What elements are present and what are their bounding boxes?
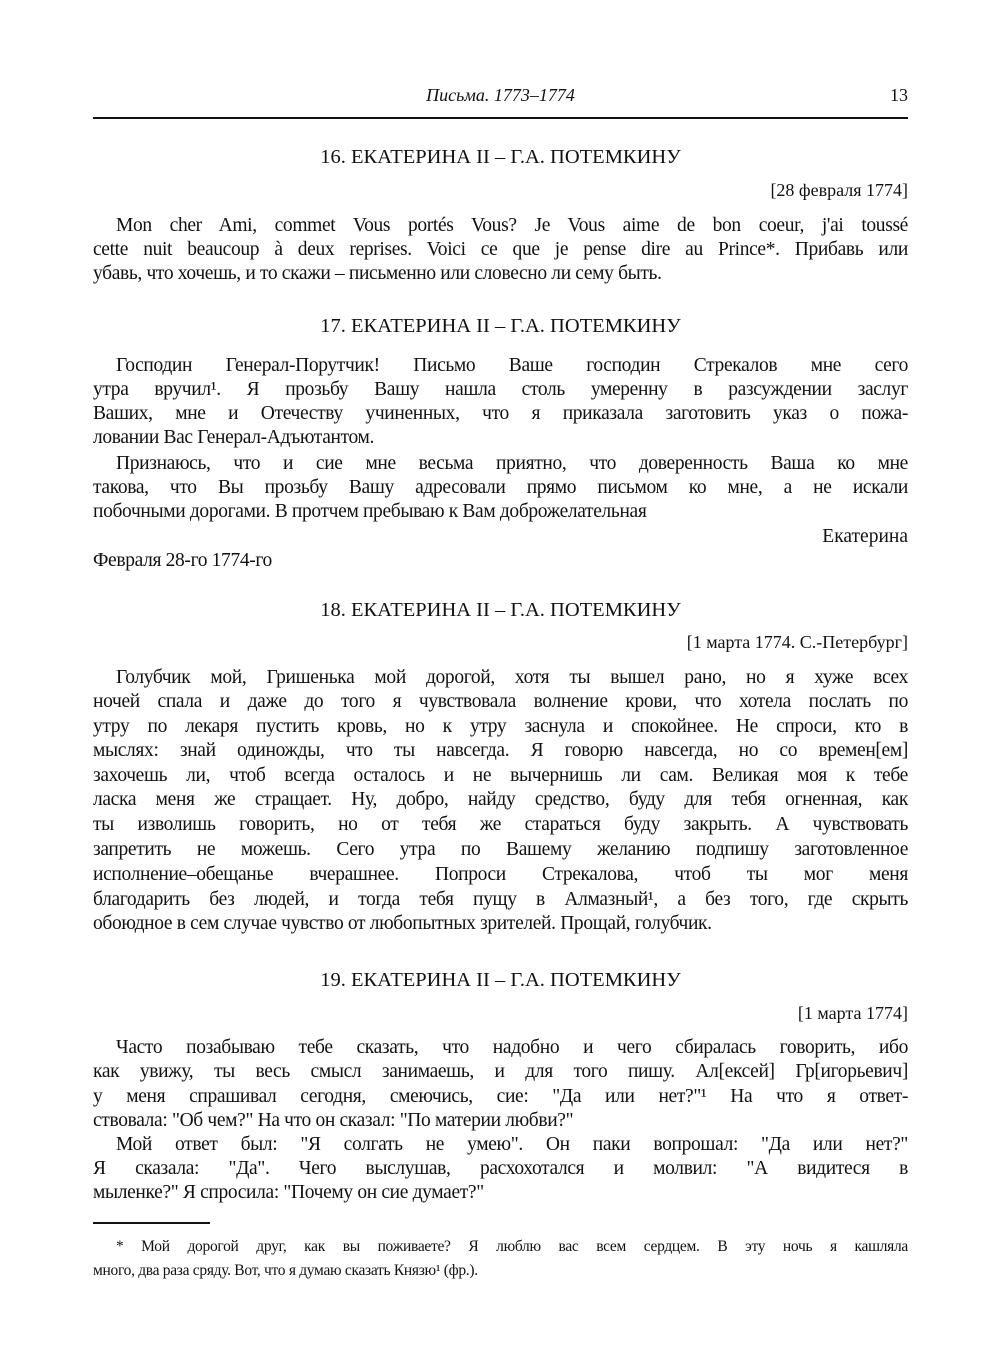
- text-line: Mon cher Ami, commet Vous portés Vous? Je Vous aime de bon coeur, j'ai toussé: [116, 215, 908, 236]
- text-line: убавь, что хочешь, и то скажи – письменно или словесно ли сему быть.: [93, 263, 662, 284]
- text-line: Я сказала: "Да". Чего выслушав, расхохотался и молвил: "А видитеся в: [93, 1158, 908, 1179]
- text-line: ночей спала и даже до того я чувствовала волнение крови, что хотела послать по: [93, 691, 908, 712]
- text-line: благодарить без людей, и тогда тебя пущу в Алмазный¹, а без того, где скрыть: [93, 889, 908, 910]
- text-line: Признаюсь, что и сие мне весьма приятно, что доверенность Ваша ко мне: [116, 453, 908, 474]
- text-line: ласка меня же стращает. Ну, добро, найду средство, буду для тебя огненная, как: [93, 789, 908, 810]
- header-rule: [93, 117, 908, 119]
- text-line: обоюдное в сем случае чувство от любопытных зрителей. Прощай, голубчик.: [93, 913, 712, 934]
- letter-heading: 18. ЕКАТЕРИНА II – Г.А. ПОТЕМКИНУ: [320, 599, 681, 621]
- text-line: такова, что Вы прозьбу Вашу адресовали прямо письмом ко мне, а не искали: [93, 477, 908, 498]
- letter-date: [1 марта 1774]: [797, 1003, 908, 1023]
- text-line: Ваших, мне и Отечеству учиненных, что я приказала заготовить указ о пожа-: [93, 403, 908, 424]
- footnote-rule: [93, 1222, 210, 1224]
- letter-date: [1 марта 1774. С.-Петербург]: [686, 632, 908, 652]
- text-line: cette nuit beaucoup à deux reprises. Voici ce que je pense dire au Prince*. Прибавь или: [93, 239, 908, 260]
- signature: Екатерина: [822, 526, 908, 547]
- text-line: Мой ответ был: "Я солгать не умею". Он паки вопрошал: "Да или нет?": [116, 1134, 908, 1155]
- footnote-line: * Мой дорогой друг, как вы поживаете? Я люблю вас всем сердцем. В эту ночь я кашляла: [116, 1238, 908, 1255]
- text-line: исполнение–обещанье вчерашнее. Попроси Стрекалова, чтоб ты мог меня: [93, 864, 908, 885]
- footnote-line: много, два раза сряду. Вот, что я думаю сказать Князю¹ (фр.).: [93, 1262, 478, 1279]
- text-line: ты изволишь говорить, но от тебя же стараться буду закрыть. А чувствовать: [93, 814, 908, 835]
- text-line: захочешь ли, чтоб всегда осталось и не вычернишь ли сам. Великая моя к тебе: [93, 765, 908, 786]
- running-head: Письма. 1773–1774: [426, 85, 575, 105]
- letter-heading: 17. ЕКАТЕРИНА II – Г.А. ПОТЕМКИНУ: [320, 315, 681, 337]
- text-line: у меня спрашивал сегодня, смеючись, сие: "Да или нет?"¹ На что я ответ-: [93, 1086, 908, 1107]
- letter-heading: 16. ЕКАТЕРИНА II – Г.А. ПОТЕМКИНУ: [320, 146, 681, 168]
- text-line: как увижу, ты весь смысл занимаешь, и для того пишу. Ал[ексей] Гр[игорьевич]: [93, 1061, 908, 1082]
- closing-date: Февраля 28-го 1774-го: [93, 550, 272, 571]
- letter-date: [28 февраля 1774]: [770, 180, 908, 200]
- text-line: ствовала: "Об чем?" На что он сказал: "По материи любви?": [93, 1110, 574, 1131]
- text-line: утру по лекаря пустить кровь, но к утру заснула и спокойнее. Не спроси, кто в: [93, 716, 908, 737]
- text-line: Голубчик мой, Гришенька мой дорогой, хотя ты вышел рано, но я хуже всех: [116, 667, 908, 688]
- text-line: Часто позабываю тебе сказать, что надобно и чего сбиралась говорить, ибо: [116, 1037, 908, 1058]
- page-number: 13: [890, 85, 908, 105]
- text-line: запретить не можешь. Сего утра по Вашему желанию подпишу заготовленное: [93, 839, 908, 860]
- text-line: побочными дорогами. В протчем пребываю к Вам доброжелательная: [93, 501, 647, 522]
- text-line: утра вручил¹. Я прозьбу Вашу нашла столь умеренну в разсуждении заслуг: [93, 379, 908, 400]
- letter-heading: 19. ЕКАТЕРИНА II – Г.А. ПОТЕМКИНУ: [320, 969, 681, 991]
- text-line: мыслях: знай одиножды, что ты навсегда. Я говорю навсегда, но со времен[ем]: [93, 740, 908, 761]
- text-line: ловании Вас Генерал-Адъютантом.: [93, 427, 375, 448]
- text-line: мыленке?" Я спросила: "Почему он сие думает?": [93, 1182, 484, 1203]
- text-line: Господин Генерал-Порутчик! Письмо Ваше господин Стрекалов мне сего: [116, 355, 908, 376]
